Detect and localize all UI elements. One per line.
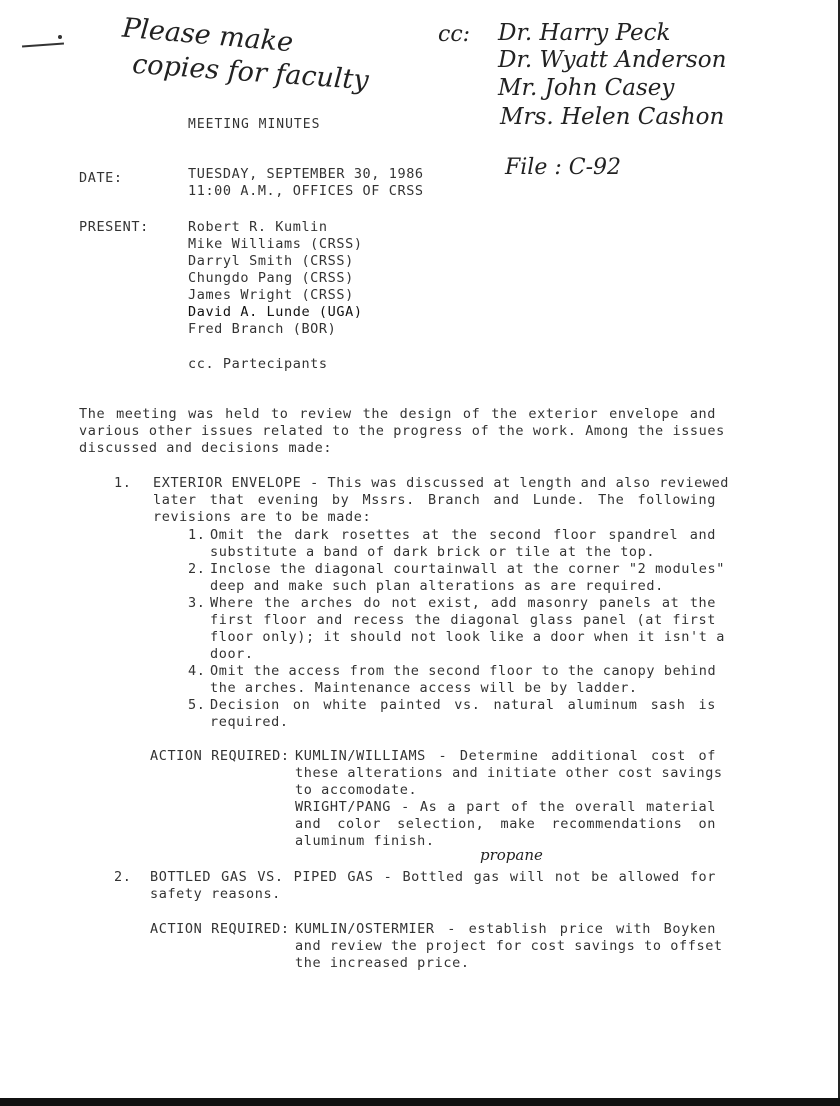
date-line2: 11:00 A.M., OFFICES OF CRSS (188, 183, 424, 199)
handwritten-cc-label: cc: (438, 22, 471, 47)
item2-paragraph (150, 869, 716, 886)
subitem-line: substitute a band of dark brick or tile at the top. (210, 544, 656, 560)
subitem-number: 2. (188, 561, 206, 577)
present-name: Darryl Smith (CRSS) (188, 253, 354, 269)
date-label: DATE: (79, 170, 123, 186)
present-name: Chungdo Pang (CRSS) (188, 270, 354, 286)
present-name: Robert R. Kumlin (188, 219, 328, 235)
handwritten-file-ref: File : C-92 (505, 155, 622, 180)
present-name: James Wright (CRSS) (188, 287, 354, 303)
subitem-2 (210, 561, 725, 578)
subitem-line: deep and make such plan alterations as are required. (210, 578, 664, 594)
subitem-number: 3. (188, 595, 206, 611)
subitem-4 (210, 663, 716, 680)
subitem-5 (210, 697, 716, 714)
present-label: PRESENT: (79, 219, 149, 235)
handwritten-cc-2: Dr. Wyatt Anderson (498, 47, 727, 73)
subitem-line: the arches. Maintenance access will be by ladder. (210, 680, 638, 696)
subitem-number: 4. (188, 663, 206, 679)
present-name: Mike Williams (CRSS) (188, 236, 363, 252)
margin-dot (58, 35, 62, 39)
item1-line: revisions are to be made: (153, 509, 372, 525)
present-name: David A. Lunde (UGA) (188, 304, 363, 320)
subitem-number: 1. (188, 527, 206, 543)
subitem-line: Decision on white painted vs. natural aluminum sash is (210, 697, 716, 713)
present-name: Fred Branch (BOR) (188, 321, 337, 337)
action-line: to accomodate. (295, 782, 418, 798)
action-line: aluminum finish. (295, 833, 435, 849)
action-line: KUMLIN/WILLIAMS - Determine additional cost of (295, 748, 716, 764)
action-line: these alterations and initiate other cost savings (295, 765, 723, 781)
subitem-line: floor only); it should not look like a door when it isn't a (210, 629, 725, 645)
intro-line: discussed and decisions made: (79, 440, 333, 456)
handwritten-cc-4: Mrs. Helen Cashon (500, 104, 725, 130)
action-line: and color selection, make recommendations on (295, 816, 716, 832)
action-line: and review the project for cost savings to offset (295, 938, 723, 954)
item1-line: EXTERIOR ENVELOPE - This was discussed at length and also reviewed (153, 475, 730, 491)
handwritten-cc-3: Mr. John Casey (498, 75, 675, 101)
subitem-line: Inclose the diagonal courtainwall at the corner "2 modules" (210, 561, 725, 577)
present-cc: cc. Partecipants (188, 356, 328, 372)
page-title: MEETING MINUTES (188, 117, 321, 132)
handwritten-insert-word: propane (480, 846, 543, 864)
item2-line: BOTTLED GAS VS. PIPED GAS - Bottled gas will not be allowed for (150, 869, 716, 885)
intro-line: The meeting was held to review the design of the exterior envelope and (79, 406, 716, 422)
subitem-line: Omit the access from the second floor to the canopy behind (210, 663, 717, 679)
action-line: the increased price. (295, 955, 470, 971)
scan-edge-bottom (0, 1098, 840, 1106)
intro-paragraph (79, 406, 725, 440)
item1-line: later that evening by Mssrs. Branch and Lunde. The following (153, 492, 716, 508)
item2-number: 2. (114, 869, 132, 885)
item1-action-b (295, 799, 716, 833)
action-line: KUMLIN/OSTERMIER - establish price with Boyken (295, 921, 716, 937)
item1-action-a (295, 748, 723, 782)
item2-line: safety reasons. (150, 886, 281, 902)
subitem-line: required. (210, 714, 289, 730)
action-required-label: ACTION REQUIRED: (150, 748, 290, 764)
handwritten-note-line1: Please make (120, 12, 295, 59)
item1-paragraph (153, 475, 730, 509)
margin-mark (22, 43, 64, 48)
item2-action (295, 921, 723, 955)
handwritten-note-line2: copies for faculty (131, 48, 370, 97)
subitem-3 (210, 595, 725, 646)
subitem-line: Omit the dark rosettes at the second floor spandrel and (210, 527, 716, 543)
subitem-1 (210, 527, 716, 544)
date-line1: TUESDAY, SEPTEMBER 30, 1986 (188, 166, 424, 182)
subitem-line: first floor and recess the diagonal glass panel (at first (210, 612, 716, 628)
handwritten-cc-1: Dr. Harry Peck (498, 20, 671, 46)
intro-line: various other issues related to the progress of the work. Among the issues (79, 423, 725, 439)
item1-number: 1. (114, 475, 132, 491)
subitem-line: door. (210, 646, 254, 662)
action-required-label: ACTION REQUIRED: (150, 921, 290, 937)
subitem-number: 5. (188, 697, 206, 713)
subitem-line: Where the arches do not exist, add masonry panels at the (210, 595, 716, 611)
action-line: WRIGHT/PANG - As a part of the overall material (295, 799, 716, 815)
